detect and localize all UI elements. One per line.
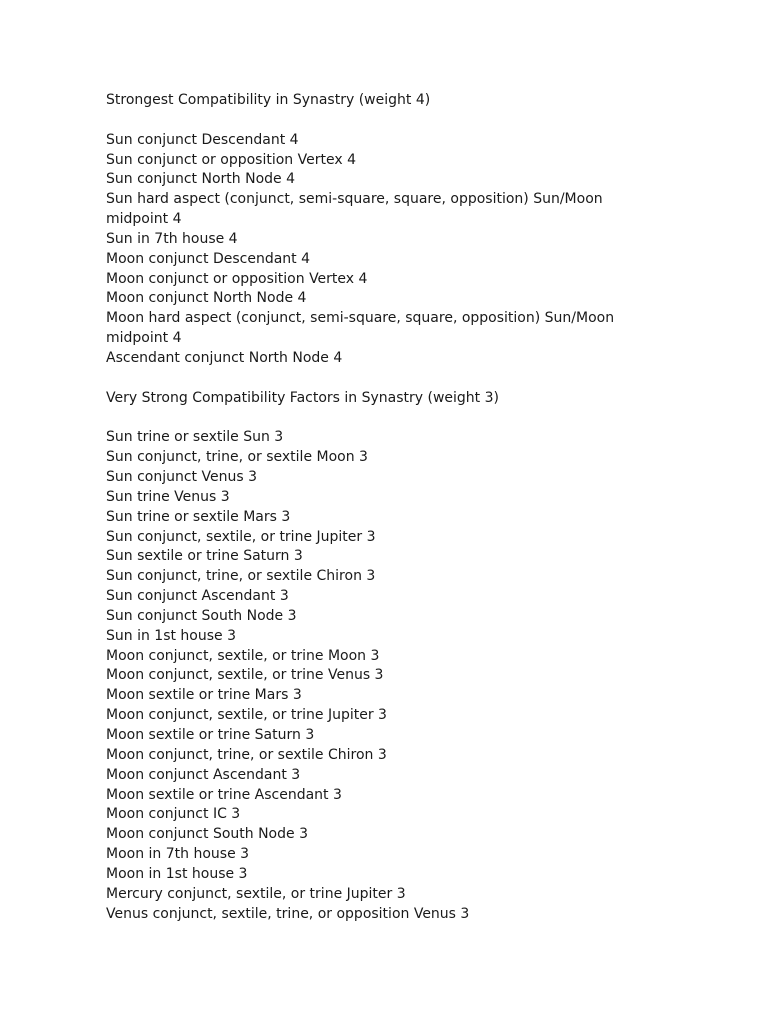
list-item: Moon conjunct Ascendant 3 bbox=[106, 766, 301, 783]
spacer bbox=[106, 409, 666, 429]
list-item: Sun in 1st house 3 bbox=[106, 627, 237, 644]
list-item: Sun trine or sextile Mars 3 bbox=[106, 508, 291, 525]
list-item: Moon sextile or trine Ascendant 3 bbox=[106, 786, 342, 803]
list-item: Moon conjunct South Node 3 bbox=[106, 826, 308, 843]
list-item: Sun in 7th house 4 bbox=[106, 230, 238, 247]
list-item: Sun trine Venus 3 bbox=[106, 488, 230, 505]
list-item: Moon conjunct, trine, or sextile Chiron 3 bbox=[106, 746, 387, 763]
list-item: Sun conjunct, sextile, or trine Jupiter 3 bbox=[106, 528, 376, 545]
document-page bbox=[106, 91, 666, 924]
list-item: Ascendant conjunct North Node 4 bbox=[106, 349, 343, 366]
list-item: Sun hard aspect (conjunct, semi-square, square, opposition) Sun/Moon midpoint 4 bbox=[106, 191, 603, 228]
list-item: Moon in 7th house 3 bbox=[106, 846, 250, 863]
list-item: Sun conjunct or opposition Vertex 4 bbox=[106, 151, 356, 168]
list-item: Moon conjunct North Node 4 bbox=[106, 290, 307, 307]
list-item: Moon sextile or trine Mars 3 bbox=[106, 687, 302, 704]
list-item: Moon conjunct, sextile, or trine Moon 3 bbox=[106, 647, 380, 664]
list-item: Sun conjunct, trine, or sextile Chiron 3 bbox=[106, 568, 376, 585]
list-item: Mercury conjunct, sextile, or trine Jupiter 3 bbox=[106, 885, 406, 902]
spacer bbox=[106, 111, 666, 131]
list-item: Sun conjunct Venus 3 bbox=[106, 469, 257, 486]
list-item: Sun conjunct South Node 3 bbox=[106, 607, 297, 624]
list-item: Sun conjunct Descendant 4 bbox=[106, 131, 299, 148]
list-item: Moon conjunct, sextile, or trine Venus 3 bbox=[106, 667, 384, 684]
spacer bbox=[106, 369, 666, 389]
section-heading-weight-4: Strongest Compatibility in Synastry (weight 4) bbox=[106, 92, 431, 108]
list-item: Moon conjunct or opposition Vertex 4 bbox=[106, 270, 368, 287]
list-item: Moon in 1st house 3 bbox=[106, 865, 248, 882]
list-item: Sun conjunct, trine, or sextile Moon 3 bbox=[106, 449, 368, 466]
list-item: Sun conjunct North Node 4 bbox=[106, 171, 295, 188]
list-item: Moon sextile or trine Saturn 3 bbox=[106, 727, 315, 743]
section-heading-weight-3: Very Strong Compatibility Factors in Synastry (weight 3) bbox=[106, 389, 499, 406]
list-item: Sun sextile or trine Saturn 3 bbox=[106, 548, 303, 565]
list-weight-4 bbox=[106, 131, 666, 369]
list-item: Sun trine or sextile Sun 3 bbox=[106, 429, 284, 446]
list-item: Moon hard aspect (conjunct, semi-square, square, opposition) Sun/Moon midpoint 4 bbox=[106, 310, 615, 347]
list-item: Sun conjunct Ascendant 3 bbox=[106, 588, 289, 605]
list-weight-3 bbox=[106, 428, 666, 924]
list-item: Moon conjunct IC 3 bbox=[106, 806, 241, 823]
list-item: Venus conjunct, sextile, trine, or opposition Venus 3 bbox=[106, 905, 470, 922]
list-item: Moon conjunct, sextile, or trine Jupiter 3 bbox=[106, 707, 387, 724]
list-item: Moon conjunct Descendant 4 bbox=[106, 250, 310, 267]
